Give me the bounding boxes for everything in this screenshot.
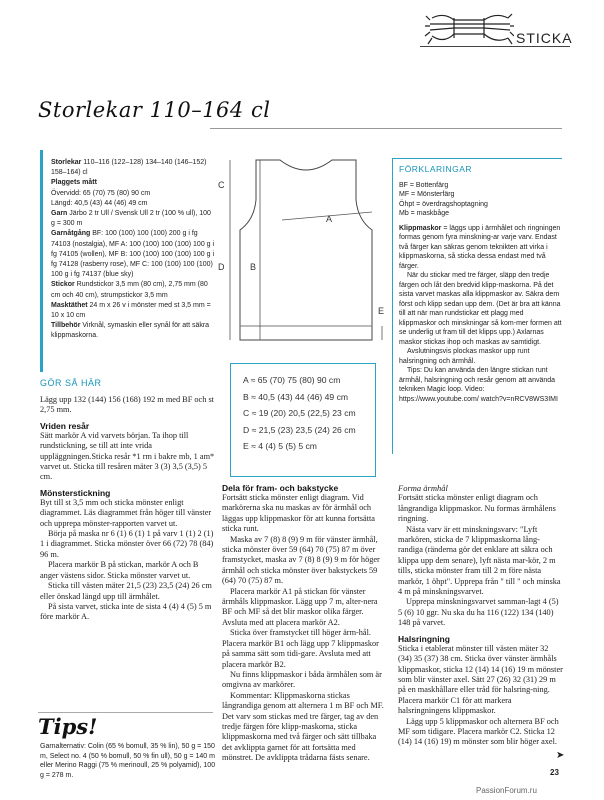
explanations-title: FÖRKLARINGAR	[399, 164, 473, 174]
column-2	[222, 478, 388, 764]
yarn-skein-icon	[424, 8, 514, 50]
paragraph: Nästa varv är ett minskningsvarv: "Lyft markören, sticka de 7 klippmaskorna lång-randiga (ränderna gör det enklare att säkra och klippa upp dem senare), lyft nästa mar-kör, 2 m tills, sticka mönster fram till 2 m före nästa markör, 1 öhpt". Upprepa från " till " och minska 4 m på minskningsvarvet.	[398, 524, 561, 597]
measure-e: E ≈ 4 (4) 5 (5) 5 cm	[243, 441, 317, 451]
vest-schematic	[222, 150, 388, 350]
measure-b: B ≈ 40,5 (43) 44 (46) 49 cm	[243, 391, 349, 402]
abbrev-mf: MF = Mönsterfärg	[399, 191, 455, 198]
paragraph: Upprepa minskningsvarvet samman-lagt 4 (5) 5 (6) 10 ggr. Nu ska du ha 116 (122) 134 (140) 148 på varvet.	[398, 597, 559, 628]
paragraph: Placera markör B på stickan, markör A och B anger västens sidor. Sticka mönster varvet ut.	[40, 560, 199, 580]
tips-divider	[38, 712, 213, 713]
next-page-arrow-icon: ➤	[556, 750, 565, 761]
info-value: Järbo 2 tr Ull / Svensk Ull 2 tr (100 % ull), 100 g = 300 m	[51, 210, 211, 228]
paragraph: Byt till st 3,5 mm och sticka mönster enligt diagrammet. Läs diagrammet från höger till vänster och upprepa mönster-rapporten varvet ut.	[40, 497, 212, 528]
rib-text: Sätt markör A vid varvets början. Ta ihop till rundstickning, se till att inte vrida uppläggningen.Sticka resår *1 rm i bakre mb, 1 am* varvet ut. Sticka till resåren mäter 3 (3) 3,5 (3,5) 5 cm.	[40, 430, 215, 482]
explanation-tip: Tips: Du kan använda den längre stickan runt ärmhål, halsringning och resår genom att använda tekniken Magic loop. Video: https://www.youtube.com/ watch?v=nRCV8WS3IMI	[399, 367, 558, 403]
title-divider	[210, 128, 562, 129]
section-label: STICKA	[516, 30, 573, 46]
explanations-box	[392, 158, 562, 454]
cast-on-text: Lägg upp 132 (144) 156 (168) 192 m med BF och st 2,75 mm.	[40, 395, 214, 415]
klipp-label: Klippmaskor	[399, 224, 442, 232]
measure-c: C ≈ 19 (20) 20,5 (22,5) 23 cm	[243, 408, 356, 418]
label-d: D	[218, 262, 225, 272]
paragraph: Sticka i etablerat mönster till västen mäter 32 (34) 35 (37) 38 cm. Sticka över vänster ärmhåls klippmaskor, sticka 12 (14) 14 (16) 19 m mönster som blir vänster axel. Sätt 27 (26) 32 (31) 29 m på en maskhållare eller tråd för halsring-ning. Placera markör C1 för att markera halsringningens klippmaskor.	[398, 643, 563, 716]
measurements-box	[230, 363, 376, 477]
abbrev-bf: BF = Bottenfärg	[399, 181, 449, 189]
info-label: Tillbehör	[51, 322, 81, 330]
tips-title: Tips!	[38, 714, 98, 739]
paragraph: Placera markör A1 på stickan för vänster ärmhåls klippmaskor. Lägg upp 7 m, alter-nera BF och MF så det blir maskor olika färger. Avsluta med att placera markör A2.	[222, 586, 378, 627]
info-value: Rundstickor 3,5 mm (80 cm), 2,75 mm (80 cm och 40 cm), strumpstickor 3,5 mm	[51, 281, 208, 299]
label-b: B	[250, 262, 257, 272]
page-title: Storlekar 110–164 cl	[38, 98, 271, 122]
label-e: E	[378, 306, 385, 316]
label-a: A	[326, 214, 333, 224]
info-value: Virknål, symaskin eller synål för att säkra klippmaskorna.	[51, 322, 210, 340]
watermark: PassionForum.ru	[476, 786, 537, 795]
paragraph: Börja på maska nr 6 (1) 6 (1) 1 på varv 1 (1) 2 (1) 1 i diagrammet. Sticka mönster över 66 (72) 78 (84) 96 m.	[40, 529, 214, 559]
info-label: Masktäthet	[51, 301, 88, 309]
subheading: Halsringning	[398, 633, 450, 644]
paragraph: Sticka över framstycket till höger ärm-hål. Placera markör B1 och lägg upp 7 klippmaskor på samma sätt som tidi-gare. Avsluta med att placera markör B2.	[222, 628, 379, 669]
explanation-paragraph: Avslutningsvis plockas maskor upp runt halsringning och ärmhål.	[399, 348, 530, 365]
paragraph: På sista varvet, sticka inte de sista 4 (4) 4 (5) 5 m före markör A.	[40, 601, 212, 622]
paragraph: Fortsätt sticka mönster enligt diagram och långrandiga klippmaskor. Nu formas ärmhålens ringning.	[398, 493, 556, 524]
klipp-text: = läggs upp i ärmhålet och ringningen formas genom fyra minskning-ar varje varv. Endast två färger kan säkras genom teknikten att virka i klippmaskorna, så sticka dessa endast med två färger.	[399, 224, 561, 270]
measure-d: D ≈ 21,5 (23) 23,5 (24) 26 cm	[243, 424, 356, 435]
paragraph: Sticka till västen mäter 21,5 (23) 23,5 (24) 26 cm eller önskad längd upp till ärmhålet.	[40, 581, 212, 601]
info-label: Plaggets mått	[51, 179, 97, 187]
info-label: Garn	[51, 210, 68, 218]
column-1	[40, 378, 218, 623]
pattern-info-box	[40, 150, 215, 372]
label-c: C	[218, 180, 225, 190]
subheading: Vriden resår	[40, 420, 90, 431]
paragraph: Lägg upp 5 klippmaskor och alternera BF och MF som tidigare. Placera markör C2. Sticka 12 (14) 14 (16) 19) m mönster som blir höger axel.	[398, 716, 559, 747]
abbrev-ohpt: Öhpt = överdragshoptagning	[399, 200, 488, 208]
info-value: BF: 100 (100) 100 (100) 200 g i fg 74103 (nostalgia), MF A: 100 (100) 100 (100) 100 g i fg 74105 (wollen), MF B: 100 (100) 100 (100) 100 g i fg 74128 (rasberry rose), MF C: 100 (100) 100 (100) 100 g i fg 74137 (blue sky)	[51, 230, 215, 279]
info-value: Längd: 40,5 (43) 44 (46) 49 cm	[51, 199, 148, 207]
paragraph: Fortsätt sticka mönster enligt diagram. Vid markörerna ska nu maskas av för ärmhål och läggas upp klippmaskor för att kunna fortsätta sticka runt.	[222, 493, 375, 534]
paragraph: Maska av 7 (8) 8 (9) 9 m för vänster ärmhål, sticka mönster över 59 (64) 70 (75) 87 m över framstycket, maska av 7 (8) 8 (9) 9 m för höger ärmhål och sticka mönster över bakstyckets 59 (64) 70 (75) 87 m.	[222, 534, 380, 586]
info-label: Storlekar	[51, 159, 82, 166]
tips-text: Garnalternativ: Colin (65 % bomull, 35 % lin), 50 g = 150 m, Select no. 4 (50 % bomull, 50 % fin ull), 50 g = 140 m eller Merino Raggi (75 % merinoull, 25 % polyamid), 100 g = 278 m.	[40, 743, 216, 779]
measure-a: A ≈ 65 (70) 75 (80) 90 cm	[243, 375, 341, 385]
explanation-paragraph: När du stickar med tre färger, släpp den tredje färgen och låt den bredvid klipp-maskorna. På det sista varvet maskas alla klippmaskor av. Säkra dem först och klipp sedan upp dem. (Det är bra att känna till att när man rundstickar ett plagg med klippmaskor och minskningar så kom-mer formen att se underlig ut fram till det klipps upp.) Axlarnas maskor stickas ihop och maskas av samtidigt.	[399, 272, 562, 346]
info-value: Övervidd: 65 (70) 75 (80) 90 cm	[51, 189, 151, 197]
subheading: Mönsterstickning	[40, 487, 111, 498]
page-number: 23	[550, 768, 559, 777]
subheading: Dela för fram- och bakstycke	[222, 483, 339, 493]
paragraph: Nu finns klippmaskor i båda ärmhålen som är omgivna av markörer.	[222, 669, 382, 690]
header-divider	[420, 46, 570, 47]
abbrev-mb: Mb = maskbåge	[399, 210, 449, 217]
info-label: Stickor	[51, 281, 75, 289]
info-value: 24 m x 26 v i mönster med st 3,5 mm = 10 x 10 cm	[51, 301, 211, 320]
info-label: Garnåtgång	[51, 230, 91, 238]
info-value: 110–116 (122–128) 134–140 (146–152) 158–164) cl	[51, 159, 207, 177]
instructions-heading: GÖR SÅ HÄR	[40, 378, 102, 388]
paragraph: Kommentar: Klippmaskorna stickas långrandiga genom att alternera 1 m BF och MF. Det varv som stickas med tre färger, tag av den tredje färgen före klipp-maskorna, sticka klippmaskorna med två färger och sätt tillbaka det avklippta garnet för att fortsätta med mönstret. De avklippta trådarna fästs senare.	[222, 690, 384, 763]
column-3	[398, 478, 564, 748]
subheading: Forma ärmhål	[398, 483, 448, 493]
